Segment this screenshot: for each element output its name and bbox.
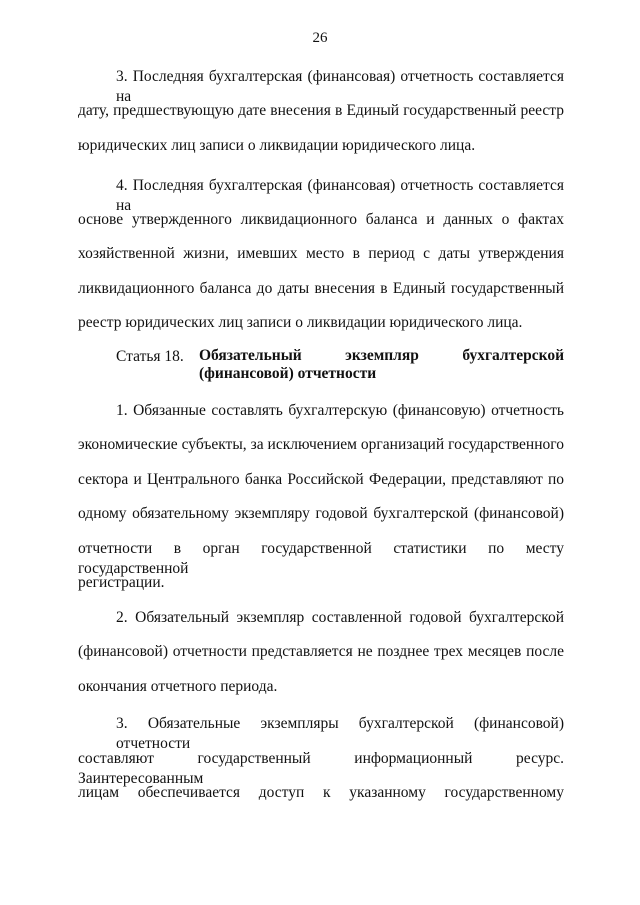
article-paragraph-1-line-4: одному обязательному экземпляру годовой бухгалтерской (финансовой) xyxy=(78,505,564,522)
article-paragraph-2-line-2: (финансовой) отчетности представляется не позднее трех месяцев после xyxy=(78,643,564,660)
article-paragraph-1-line-6: регистрации. xyxy=(78,574,165,591)
paragraph-3-line-3: юридических лиц записи о ликвидации юридического лица. xyxy=(78,137,476,154)
article-paragraph-1-line-2: экономические субъекты, за исключением организаций государственного xyxy=(78,436,564,453)
article-paragraph-1-line-5: отчетности в орган государственной статистики по месту государственной xyxy=(78,540,564,577)
article-paragraph-3-line-2: составляют государственный информационный ресурс. Заинтересованным xyxy=(78,750,564,787)
article-title-line-2: (финансовой) отчетности xyxy=(199,365,377,382)
article-paragraph-2-line-3: окончания отчетного периода. xyxy=(78,678,278,695)
article-paragraph-3-line-1: 3. Обязательные экземпляры бухгалтерской (финансовой) отчетности xyxy=(116,715,564,752)
article-paragraph-2-line-1: 2. Обязательный экземпляр составленной годовой бухгалтерской xyxy=(116,609,564,626)
article-paragraph-1-line-1: 1. Обязанные составлять бухгалтерскую (финансовую) отчетность xyxy=(116,402,564,419)
paragraph-3-line-1: 3. Последняя бухгалтерская (финансовая) отчетность составляется на xyxy=(116,68,564,105)
article-label: Статья 18. xyxy=(116,348,184,365)
article-paragraph-1-line-3: сектора и Центрального банка Российской Федерации, представляют по xyxy=(78,471,564,488)
paragraph-4-line-3: хозяйственной жизни, имевших место в период с даты утверждения xyxy=(78,245,564,262)
page-number: 26 xyxy=(312,30,328,46)
paragraph-3-line-2: дату, предшествующую дате внесения в Единый государственный реестр xyxy=(78,102,564,119)
paragraph-4-line-4: ликвидационного баланса до даты внесения в Единый государственный xyxy=(78,280,564,297)
paragraph-4-line-1: 4. Последняя бухгалтерская (финансовая) отчетность составляется на xyxy=(116,177,564,214)
paragraph-4-line-2: основе утвержденного ликвидационного баланса и данных о фактах xyxy=(78,211,564,228)
article-paragraph-3-line-3: лицам обеспечивается доступ к указанному государственному xyxy=(78,784,564,801)
article-title-line-1: Обязательный экземпляр бухгалтерской xyxy=(199,347,564,364)
paragraph-4-line-5: реестр юридических лиц записи о ликвидации юридического лица. xyxy=(78,314,523,331)
